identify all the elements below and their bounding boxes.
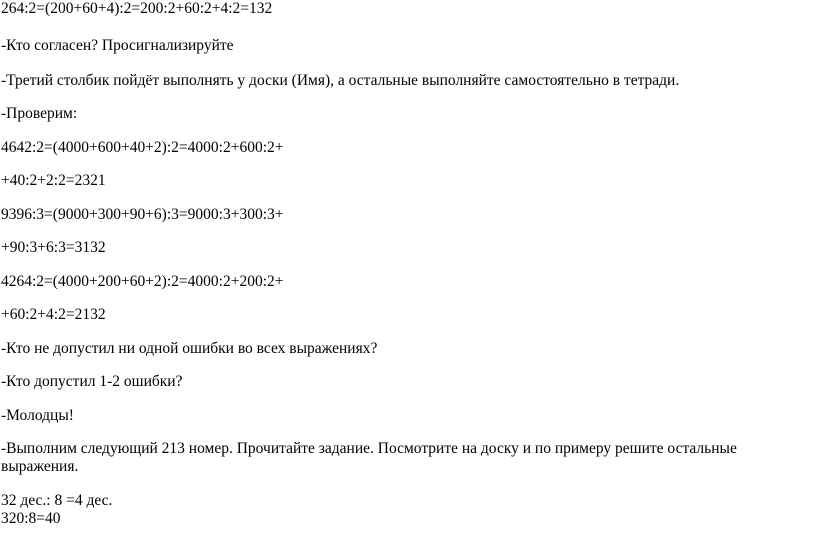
- equation-9396-part-2: +90:3+6:3=3132: [1, 239, 106, 256]
- equation-9396-part-1: 9396:3=(9000+300+90+6):3=9000:3+300:3+: [1, 206, 284, 223]
- equation-4642-part-2: +40:2+2:2=2321: [1, 172, 106, 189]
- equation-4264-part-2: +60:2+4:2=2132: [1, 306, 106, 323]
- equation-line-1: 264:2=(200+60+4):2=200:2+60:2+4:2=132: [1, 0, 273, 17]
- equation-4264-part-1: 4264:2=(4000+200+60+2):2=4000:2+200:2+: [1, 273, 284, 290]
- question-no-mistakes: -Кто не допустил ни одной ошибки во всех выражениях?: [1, 340, 378, 357]
- question-agree: -Кто согласен? Просигнализируйте: [1, 37, 234, 54]
- instruction-third-column: -Третий столбик пойдёт выполнять у доски (Имя), а остальные выполняйте самостоятельно в тетради.: [1, 72, 680, 89]
- question-some-mistakes: -Кто допустил 1-2 ошибки?: [1, 373, 183, 390]
- example-tens: 32 дес.: 8 =4 дес.: [1, 492, 113, 509]
- equation-4642-part-1: 4642:2=(4000+600+40+2):2=4000:2+600:2+: [1, 139, 284, 156]
- check-heading: -Проверим:: [1, 105, 78, 122]
- example-division: 320:8=40: [1, 510, 61, 527]
- praise-line: -Молодцы!: [1, 407, 74, 424]
- instruction-task-213: -Выполним следующий 213 номер. Прочитайте задание. Посмотрите на доску и по примеру решите остальные выражения.: [1, 440, 737, 475]
